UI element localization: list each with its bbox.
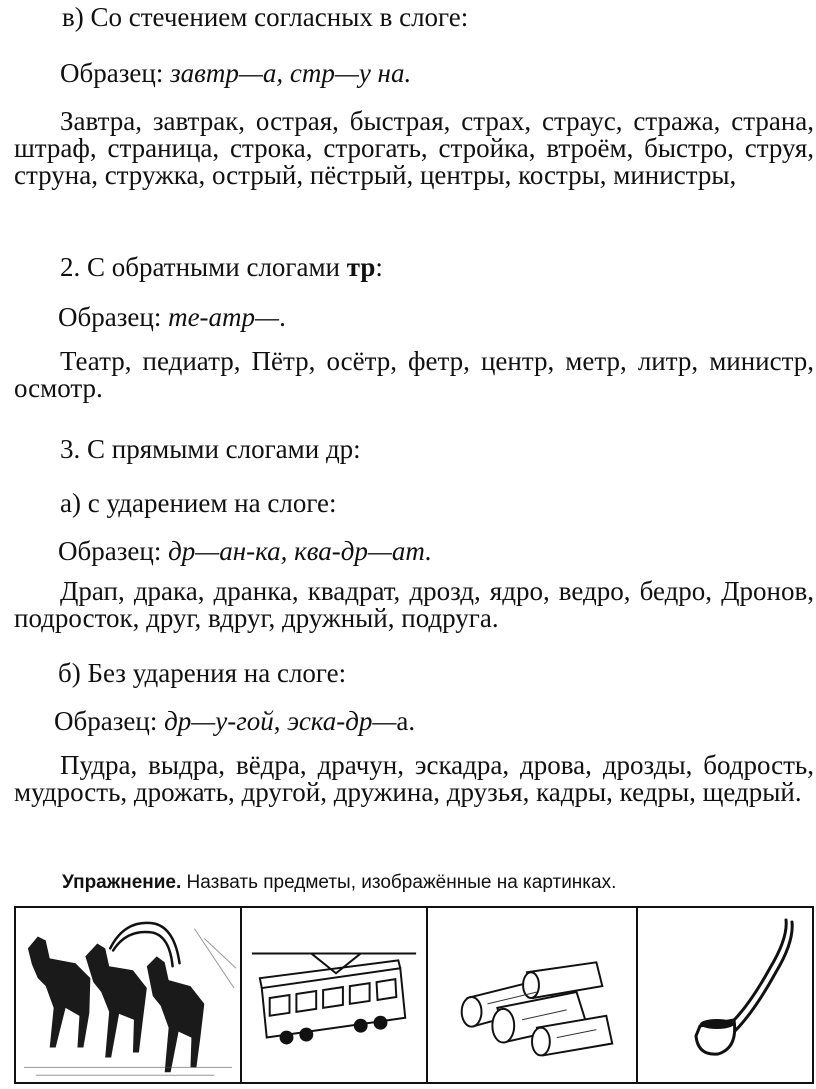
sample-text: те-атр—	[168, 302, 280, 332]
section-v-sample	[60, 58, 411, 88]
exercise-caption	[62, 872, 616, 894]
sample-label: Образец:	[58, 536, 162, 566]
section-3b-heading: б) Без ударения на слоге:	[58, 658, 347, 688]
picture-panel-tram	[242, 908, 428, 1082]
section-2-sample: Образец: те-атр—.	[58, 302, 286, 332]
sample-text: завтр—а, стр—у на.	[170, 58, 412, 88]
section-3a-sample	[58, 536, 432, 566]
section-3-heading: 3. С прямыми слогами др:	[60, 434, 361, 464]
sample-label: Образец:	[54, 706, 158, 736]
firewood-icon	[428, 908, 636, 1082]
section-3a-heading: а) с ударением на слоге:	[60, 488, 337, 518]
exercise-label: Упражнение.	[62, 872, 182, 893]
section-3b-sample: Образец: др—у-гой, эска-др—а.	[54, 706, 416, 736]
sample-label: Образец:	[58, 302, 162, 332]
troika-horses-icon	[16, 908, 240, 1082]
picture-panel-troika	[16, 908, 242, 1082]
section-v-words: Завтра, завтрак, острая, быстрая, страх, страус, стража, страна, штраф, страница, строка, строгать, стройка, втроём, быстро, струя, струна, стружка, острый, пёстрый, центры, костры, министры,	[14, 106, 814, 190]
sample-text-1: др—у-гой	[164, 706, 274, 736]
picture-panel-pipe	[638, 908, 812, 1082]
section-2-words: Театр, педиатр, Пётр, осётр, фетр, центр, метр, литр, министр, осмотр.	[14, 346, 814, 403]
pictures-strip	[14, 906, 814, 1084]
sample-text: др—ан-ка, ква-др—ат.	[168, 536, 432, 566]
section-3b-words: Пудра, выдра, вёдра, драчун, эскадра, дрова, дрозды, бодрость, мудрость, дрожать, другой, дружина, друзья, кадры, кедры, щедрый.	[14, 750, 814, 807]
section-3a-words: Драп, драка, дранка, квадрат, дрозд, ядро, ведро, бедро, Дронов, подросток, друг, вдруг, дружный, подруга.	[14, 576, 814, 633]
heading-bold-tr: тр	[346, 252, 376, 282]
sample-label: Образец:	[60, 58, 164, 88]
sample-text-2: эска-др—	[287, 706, 397, 736]
exercise-text: Назвать предметы, изображённые на картинках.	[181, 872, 617, 893]
tram-icon	[242, 908, 426, 1082]
section-v-heading: в) Со стечением согласных в слоге:	[62, 2, 469, 32]
section-2-heading: 2. С обратными слогами тр:	[60, 252, 383, 282]
picture-panel-firewood	[428, 908, 638, 1082]
smoking-pipe-icon	[638, 908, 812, 1082]
